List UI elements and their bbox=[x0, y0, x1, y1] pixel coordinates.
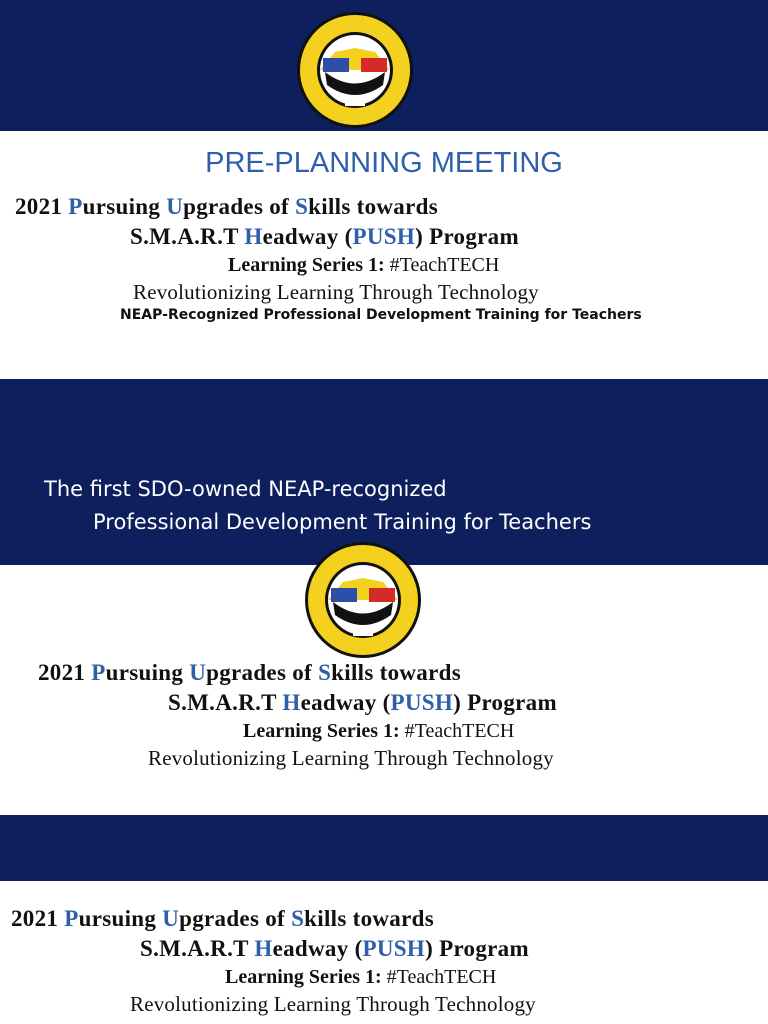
subtitle: Revolutionizing Learning Through Technology bbox=[148, 746, 554, 770]
program-title-line1: 2021 Pursuing Upgrades of Skills towards bbox=[15, 194, 438, 219]
meeting-title: PRE-PLANNING MEETING bbox=[205, 147, 563, 179]
program-title-line2: S.M.A.R.T Headway (PUSH) Program bbox=[140, 936, 529, 961]
neap-recognized-line: NEAP-Recognized Professional Development Training for Teachers bbox=[120, 307, 642, 323]
middle-banner bbox=[0, 379, 768, 565]
tagline-line1: The first SDO-owned NEAP-recognized bbox=[44, 477, 447, 501]
program-title-line1: 2021 Pursuing Upgrades of Skills towards bbox=[11, 906, 434, 931]
subtitle: Revolutionizing Learning Through Technology bbox=[133, 280, 539, 304]
learning-series: Learning Series 1: #TeachTECH bbox=[228, 254, 500, 276]
program-title-line1: 2021 Pursuing Upgrades of Skills towards bbox=[38, 660, 461, 685]
program-title-line2: S.M.A.R.T Headway (PUSH) Program bbox=[168, 690, 557, 715]
program-title-line2: S.M.A.R.T Headway (PUSH) Program bbox=[130, 224, 519, 249]
learning-series: Learning Series 1: #TeachTECH bbox=[225, 966, 497, 988]
bottom-banner bbox=[0, 815, 768, 881]
subtitle: Revolutionizing Learning Through Technology bbox=[130, 992, 536, 1016]
division-seal-logo bbox=[303, 540, 423, 660]
division-seal-logo bbox=[295, 10, 415, 130]
tagline-line2: Professional Development Training for Teachers bbox=[93, 510, 592, 534]
learning-series: Learning Series 1: #TeachTECH bbox=[243, 720, 515, 742]
